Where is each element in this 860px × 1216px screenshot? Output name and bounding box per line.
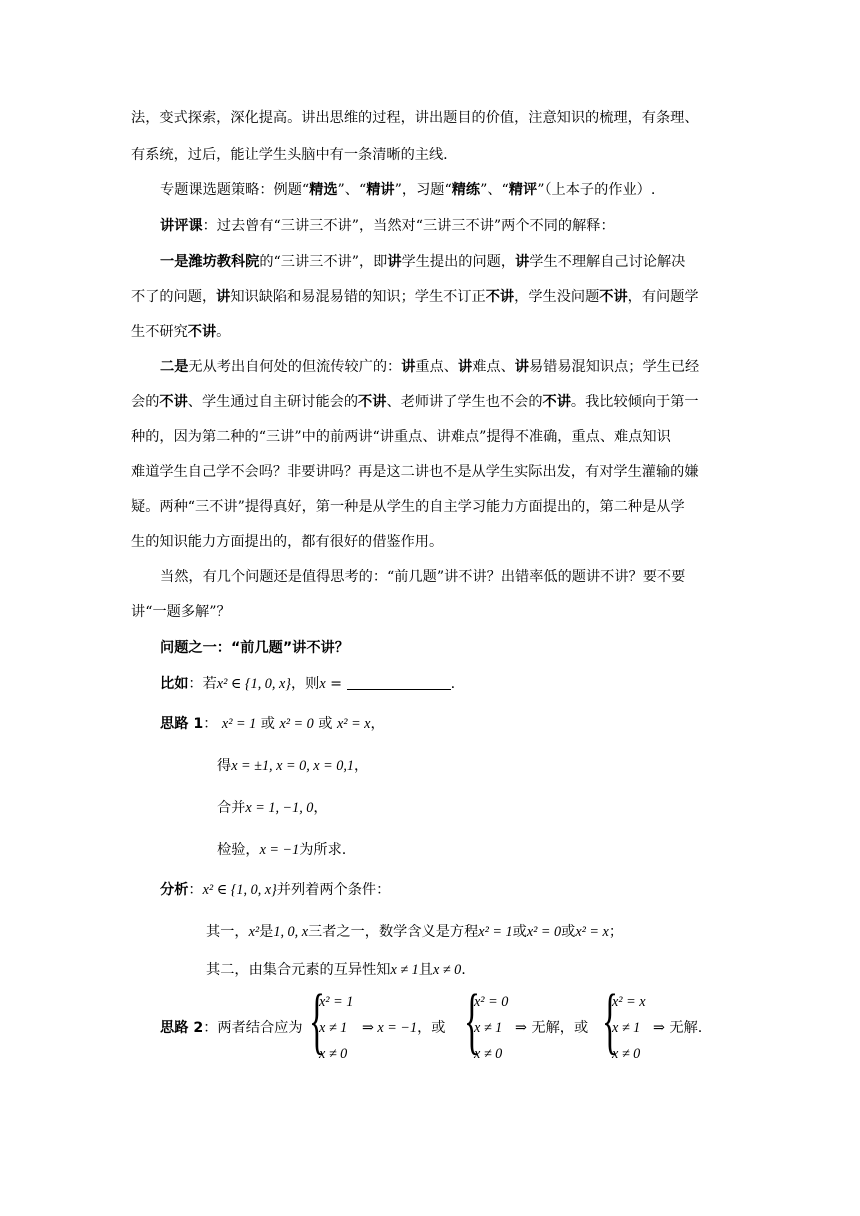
paragraph-first-interpretation-line-3: 生不研究不讲。 (131, 324, 231, 340)
paragraph-questions-line-1: 当然，有几个问题还是值得思考的：“前几题”讲不讲？出错率低的题讲不讲？要不要 (160, 569, 686, 585)
system-1-eq-1: x² = 1 (319, 994, 354, 1010)
system-2-eq-3: x ≠ 0 (474, 1046, 503, 1062)
system-1-eq-2: x ≠ 1 (319, 1020, 348, 1036)
paragraph-second-interpretation-line-6: 生的知识能力方面提出的，都有很好的借鉴作用。 (131, 534, 444, 550)
paragraph-second-interpretation-line-1: 二是无从考出自何处的但流传较广的：讲重点、讲难点、讲易错易混知识点；学生已经 (160, 359, 700, 375)
approach-1-merge: 合并x = 1, −1, 0， (217, 800, 328, 816)
paragraph-review-class: 讲评课：过去曾有“三讲三不讲”，当然对“三讲三不讲”两个不同的解释： (160, 218, 615, 234)
analysis-condition-1: 其一，x²是1, 0, x三者之一，数学含义是方程x² = 1或x² = 0或x² = x； (206, 924, 624, 940)
analysis-heading: 分析：x² ∈ {1, 0, x}并列着两个条件： (160, 882, 391, 898)
system-2-brace: { (464, 980, 480, 1062)
system-2-eq-2: x ≠ 1 (474, 1020, 503, 1036)
paragraph-second-interpretation-line-3: 种的，因为第二种的“三讲”中的前两讲“讲重点、讲难点”提得不准确，重点、难点知识 (131, 429, 671, 445)
paragraph-first-interpretation-line-2: 不了的问题，讲知识缺陷和易混易错的知识；学生不订正不讲，学生没问题不讲，有问题学 (131, 289, 699, 305)
paragraph-1-line-2: 有系统，过后，能让学生头脑中有一条清晰的主线. (131, 147, 448, 163)
paragraph-first-interpretation-line-1: 一是潍坊教科院的“三讲三不讲”，即讲学生提出的问题，讲学生不理解自己讨论解决 (160, 254, 686, 270)
answer-blank (347, 675, 451, 690)
example-problem: 比如：若x² ∈ {1, 0, x}，则x = . (160, 676, 456, 692)
paragraph-selection-strategy: 专题课选题策略：例题“精选”、“精讲”，习题“精练”、“精评”（上本子的作业）. (160, 182, 656, 198)
system-1-eq-3: x ≠ 0 (319, 1046, 348, 1062)
approach-1-equations: 思路 1： x² = 1 或 x² = 0 或 x² = x， (160, 716, 385, 732)
approach-2-intro: 思路 2：两者结合应为 (160, 1020, 303, 1036)
paragraph-questions-line-2: 讲“一题多解”？ (131, 604, 231, 620)
system-3-result: ⇒ 无解. (653, 1020, 703, 1036)
paragraph-second-interpretation-line-5: 疑。两种“三不讲”提得真好，第一种是从学生的自主学习能力方面提出的，第二种是从学 (131, 499, 685, 515)
system-1-brace: { (309, 980, 325, 1062)
system-3-eq-3: x ≠ 0 (612, 1046, 641, 1062)
system-2-result: ⇒ 无解，或 (515, 1020, 589, 1036)
system-3-eq-1: x² = x (612, 994, 646, 1010)
system-1-result: ⇒ x = −1，或 (362, 1020, 446, 1036)
paragraph-second-interpretation-line-4: 难道学生自己学不会吗？非要讲吗？再是这二讲也不是从学生实际出发，有对学生灌输的嫌 (131, 464, 699, 480)
system-3-eq-2: x ≠ 1 (612, 1020, 641, 1036)
approach-1-check: 检验，x = −1为所求. (217, 842, 347, 858)
system-3-brace: { (602, 980, 618, 1062)
system-2-eq-1: x² = 0 (474, 994, 509, 1010)
approach-1-solutions: 得x = ±1, x = 0, x = 0,1， (217, 758, 369, 774)
analysis-condition-2: 其二，由集合元素的互异性知x ≠ 1且x ≠ 0. (206, 962, 466, 978)
paragraph-1-line-1: 法，变式探索，深化提高。讲出思维的过程，讲出题目的价值，注意知识的梳理，有条理、 (131, 110, 699, 126)
question-1-heading: 问题之一：“前几题”讲不讲？ (160, 640, 349, 656)
paragraph-second-interpretation-line-2: 会的不讲、学生通过自主研讨能会的不讲、老师讲了学生也不会的不讲。我比较倾向于第一 (131, 394, 699, 410)
